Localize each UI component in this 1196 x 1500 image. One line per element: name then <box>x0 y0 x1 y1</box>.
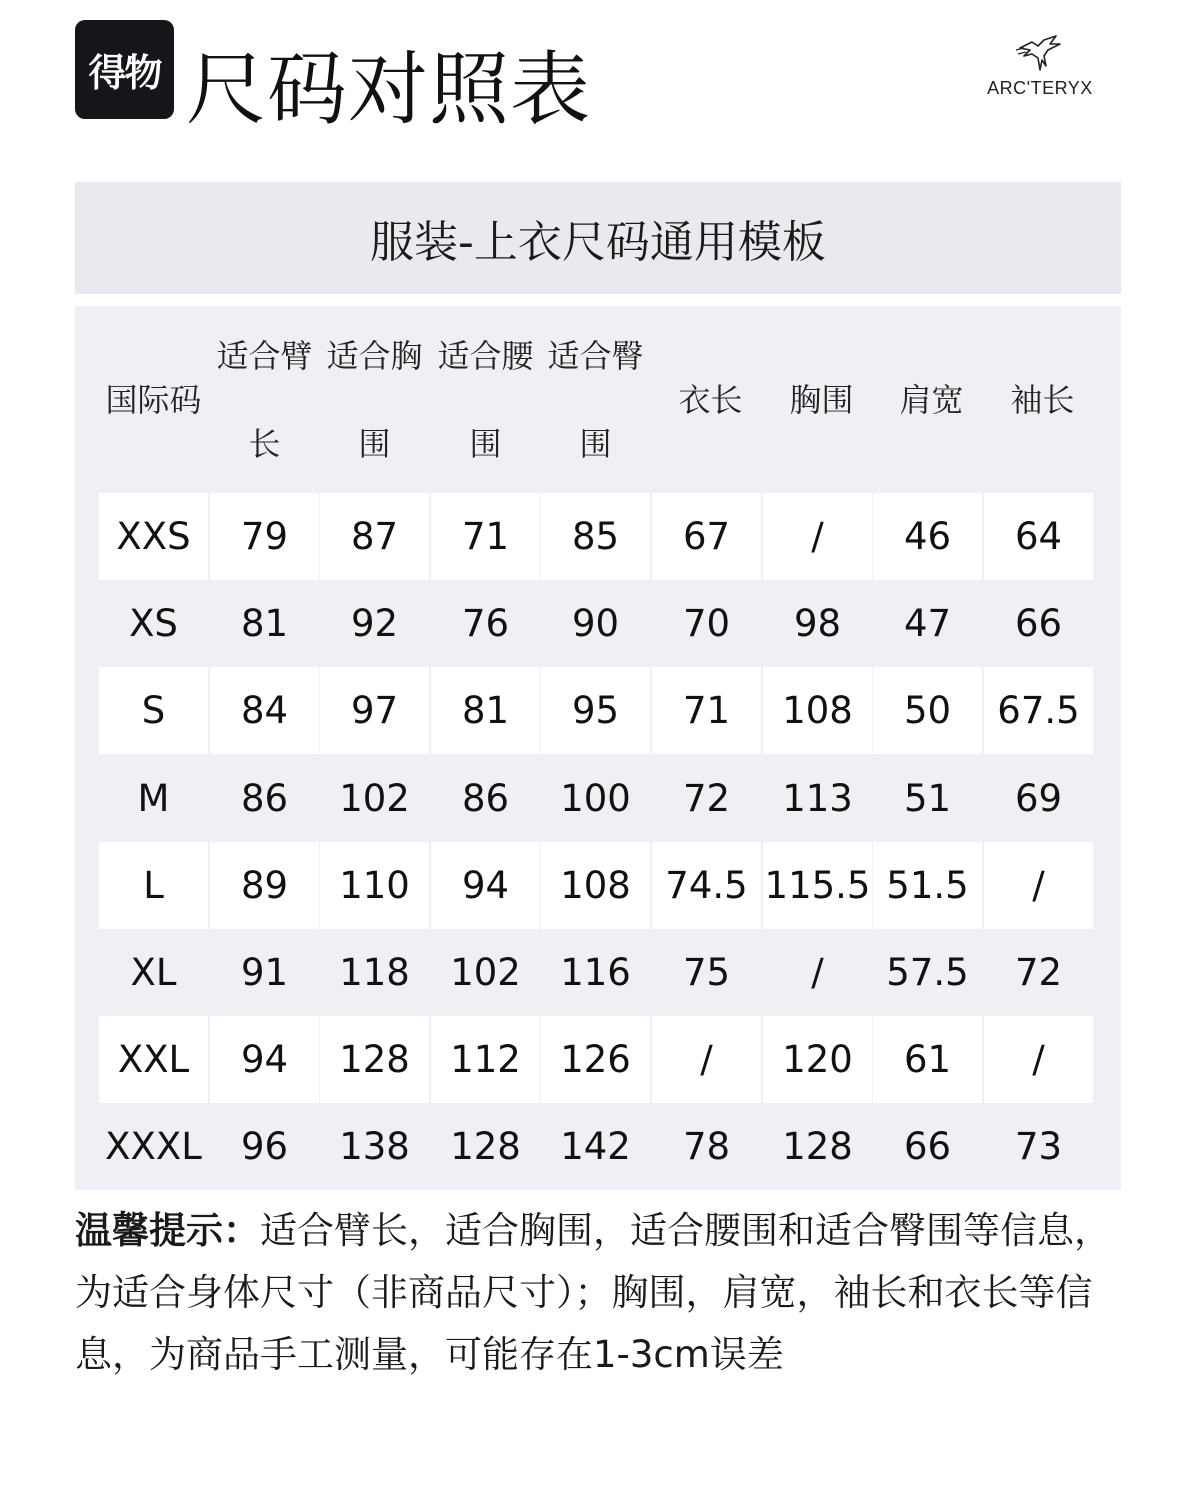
template-banner: 服装-上衣尺码通用模板 <box>75 182 1121 294</box>
size-value-cell: 51.5 <box>873 842 982 929</box>
size-value-cell: 112 <box>431 1016 540 1103</box>
column-header-line2: 长 <box>248 425 281 463</box>
size-value-cell: 47 <box>903 602 952 645</box>
table-row <box>99 493 1097 580</box>
size-value-cell: 69 <box>1014 777 1063 820</box>
column-header: 袖长 <box>1010 381 1075 419</box>
table-row <box>99 1016 1097 1103</box>
size-value-cell: 128 <box>782 1125 853 1168</box>
size-value-cell: / <box>984 842 1093 929</box>
size-value-cell: 73 <box>1014 1125 1063 1168</box>
size-value-cell: 100 <box>560 777 631 820</box>
size-value-cell: 108 <box>763 667 872 754</box>
size-label-cell: XXXL <box>105 1125 202 1168</box>
size-value-cell: 72 <box>1014 951 1063 994</box>
size-value-cell: 118 <box>339 951 410 994</box>
size-value-cell: 108 <box>541 842 650 929</box>
size-value-cell: 75 <box>682 951 731 994</box>
column-header: 衣长 <box>678 381 743 419</box>
size-value-cell: 138 <box>339 1125 410 1168</box>
column-header-line2: 围 <box>579 425 612 463</box>
size-value-cell: 84 <box>210 667 319 754</box>
size-value-cell: 66 <box>1014 602 1063 645</box>
size-label-cell: XL <box>130 951 177 994</box>
size-value-cell: / <box>763 493 872 580</box>
size-value-cell: 72 <box>682 777 731 820</box>
size-value-cell: 95 <box>541 667 650 754</box>
size-value-cell: 115.5 <box>763 842 872 929</box>
size-value-cell: 94 <box>210 1016 319 1103</box>
size-value-cell: 67 <box>652 493 761 580</box>
size-value-cell: 67.5 <box>984 667 1093 754</box>
size-value-cell: 110 <box>320 842 429 929</box>
size-value-cell: 81 <box>431 667 540 754</box>
size-value-cell: 81 <box>240 602 289 645</box>
page-title: 尺码对照表 <box>186 43 591 136</box>
size-value-cell: 71 <box>652 667 761 754</box>
size-value-cell: 86 <box>240 777 289 820</box>
size-value-cell: 94 <box>431 842 540 929</box>
size-value-cell: 90 <box>571 602 620 645</box>
size-value-cell: 85 <box>541 493 650 580</box>
table-row <box>99 667 1097 754</box>
size-value-cell: 46 <box>873 493 982 580</box>
size-value-cell: / <box>984 1016 1093 1103</box>
size-label-cell: M <box>137 777 170 820</box>
size-label-cell: XXS <box>99 493 208 580</box>
size-value-cell: 57.5 <box>886 951 969 994</box>
size-value-cell: 92 <box>350 602 399 645</box>
column-header-line1: 适合臂 <box>216 337 313 375</box>
column-header-line1: 适合臀 <box>547 337 644 375</box>
size-label-cell: S <box>99 667 208 754</box>
table-row <box>99 755 1097 842</box>
size-value-cell: 97 <box>320 667 429 754</box>
size-value-cell: 102 <box>450 951 521 994</box>
size-value-cell: 89 <box>210 842 319 929</box>
size-value-cell: 51 <box>903 777 952 820</box>
size-value-cell: 50 <box>873 667 982 754</box>
size-value-cell: 126 <box>541 1016 650 1103</box>
tip-note <box>75 1200 1125 1386</box>
size-value-cell: 87 <box>320 493 429 580</box>
size-value-cell: 113 <box>782 777 853 820</box>
brand-name: ARC'TERYX <box>987 78 1093 98</box>
size-value-cell: 64 <box>984 493 1093 580</box>
size-value-cell: 142 <box>560 1125 631 1168</box>
size-value-cell: 102 <box>339 777 410 820</box>
column-header: 胸围 <box>789 381 854 419</box>
size-value-cell: / <box>811 951 824 994</box>
column-header: 国际码 <box>105 381 202 419</box>
size-value-cell: 128 <box>320 1016 429 1103</box>
archaeopteryx-icon <box>1010 30 1070 74</box>
size-label-cell: XXL <box>99 1016 208 1103</box>
size-value-cell: 116 <box>560 951 631 994</box>
column-header-line1: 适合腰 <box>437 337 534 375</box>
column-header: 肩宽 <box>899 381 964 419</box>
size-value-cell: 128 <box>450 1125 521 1168</box>
size-value-cell: 71 <box>431 493 540 580</box>
page-header <box>0 0 1196 170</box>
size-value-cell: 74.5 <box>652 842 761 929</box>
size-table <box>75 306 1121 1190</box>
dewu-logo: 得物 <box>75 20 174 119</box>
size-label-cell: XS <box>129 602 178 645</box>
table-row <box>99 580 1097 667</box>
size-value-cell: 66 <box>903 1125 952 1168</box>
column-header-line2: 围 <box>358 425 391 463</box>
size-value-cell: 76 <box>461 602 510 645</box>
size-value-cell: 70 <box>682 602 731 645</box>
size-label-cell: L <box>99 842 208 929</box>
table-row <box>99 929 1097 1016</box>
size-value-cell: 86 <box>461 777 510 820</box>
size-value-cell: 78 <box>682 1125 731 1168</box>
size-value-cell: 98 <box>793 602 842 645</box>
tip-text: 适合臂长，适合胸围，适合腰围和适合臀围等信息，为适合身体尺寸（非商品尺寸）；胸围，肩宽，袖长和衣长等信息，为商品手工测量，可能存在1-3cm误差 <box>75 1209 1111 1376</box>
size-value-cell: 61 <box>873 1016 982 1103</box>
size-value-cell: 120 <box>763 1016 872 1103</box>
size-value-cell: 91 <box>240 951 289 994</box>
size-value-cell: 79 <box>210 493 319 580</box>
column-header-line1: 适合胸 <box>326 337 423 375</box>
brand-logo <box>984 30 1096 110</box>
tip-label: 温馨提示： <box>75 1209 260 1252</box>
table-row <box>99 842 1097 929</box>
size-value-cell: 96 <box>240 1125 289 1168</box>
column-header-line2: 围 <box>469 425 502 463</box>
table-row <box>99 1103 1097 1190</box>
size-value-cell: / <box>652 1016 761 1103</box>
